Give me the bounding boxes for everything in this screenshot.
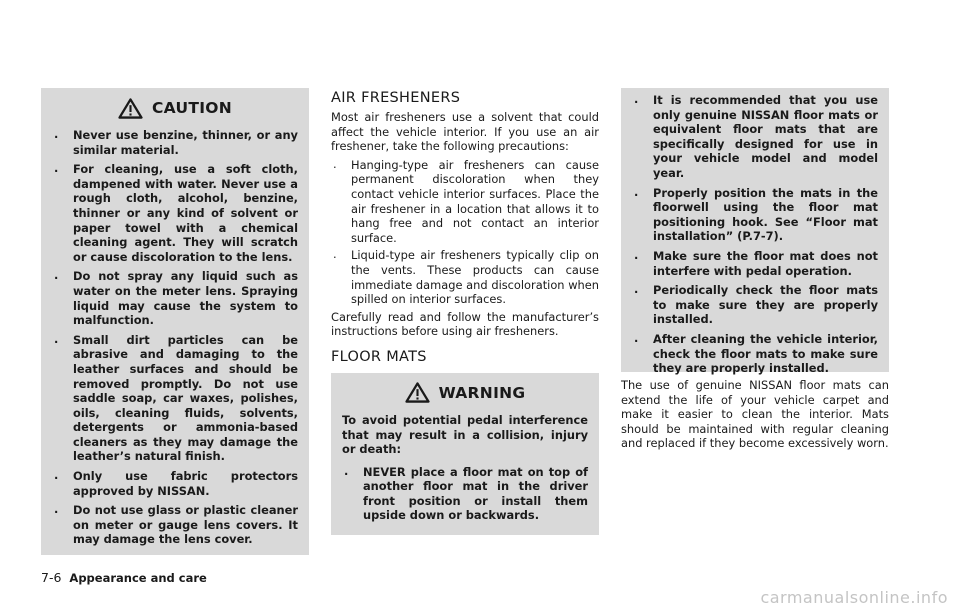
caution-title: CAUTION — [151, 99, 233, 117]
list-item: . NEVER place a floor mat on top of another floor mat in the driver front position or install them upside down or backwards. — [342, 465, 588, 523]
warning-intro: To avoid potential pedal interference that may result in a collision, injury or death: — [342, 412, 588, 457]
list-item: . Hanging-type air fresheners can cause permanent discoloration when they contact vehicle interior surfaces. Place the air freshener in a location that allows it to hang free and not contact an interior surface. — [331, 158, 599, 246]
air-fresheners-heading: AIR FRESHENERS — [331, 90, 461, 106]
list-item: . Liquid-type air fresheners typically clip on the vents. These products can cause immediate damage and discoloration when spilled on interior surfaces. — [331, 248, 599, 306]
floor-mats-paragraph: The use of genuine NISSAN floor mats can extend the life of your vehicle carpet and make it easier to clean the interior. Mats should be maintained with regular cleaning and replaced if they become excessively worn. — [621, 378, 889, 451]
column-middle — [331, 88, 599, 535]
caution-list — [52, 128, 298, 547]
warning-triangle-icon — [118, 98, 143, 119]
floor-mat-caution-box — [621, 88, 889, 376]
warning-header — [342, 373, 588, 413]
list-item: . Properly position the mats in the floorwell using the floor mat positioning hook. See “Floor mat installation” (P.7-7). — [632, 186, 878, 244]
column-right — [621, 88, 889, 455]
air-fresheners-outro: Carefully read and follow the manufacturer’s instructions before using air fresheners. — [331, 309, 599, 339]
warning-list — [342, 465, 588, 523]
section-title: Appearance and care — [69, 571, 207, 585]
watermark: carmanualsonline.info — [760, 588, 948, 607]
list-item: . Small dirt particles can be abrasive and damaging to the leather surfaces and should be removed promptly. Do not use saddle soap, car waxes, polishes, oils, cleaning fluids, solvents, detergents or ammonia-based cleaners as they may damage the leather’s natural finish. — [52, 333, 298, 464]
page-number: 7-6 — [41, 570, 62, 585]
list-item: . Only use fabric protectors approved by NISSAN. — [52, 469, 298, 498]
list-item: . It is recommended that you use only genuine NISSAN floor mats or equivalent floor mats that are specifically designed for use in your vehicle model and model year. — [632, 93, 878, 181]
warning-box — [331, 373, 599, 535]
air-fresheners-intro: Most air fresheners use a solvent that could affect the vehicle interior. If you use an air freshener, take the following precautions: — [331, 110, 599, 154]
caution-header — [52, 88, 298, 128]
warning-triangle-icon — [405, 382, 430, 403]
floor-mats-heading: FLOOR MATS — [331, 348, 427, 365]
list-item: . After cleaning the vehicle interior, check the floor mats to make sure they are properly installed. — [632, 332, 878, 376]
air-fresheners-list — [331, 158, 599, 307]
list-item: . Do not use glass or plastic cleaner on meter or gauge lens covers. It may damage the lens cover. — [52, 503, 298, 547]
floor-mat-list — [632, 88, 878, 376]
list-item: . For cleaning, use a soft cloth, dampened with water. Never use a rough cloth, alcohol, benzine, thinner or any kind of solvent or paper towel with a chemical cleaning agent. They will scratch or cause discoloration to the lens. — [52, 162, 298, 264]
list-item: . Never use benzine, thinner, or any similar material. — [52, 128, 298, 157]
column-left — [41, 88, 309, 555]
page-footer — [41, 570, 207, 585]
warning-title: WARNING — [438, 383, 526, 402]
caution-box — [41, 88, 309, 555]
list-item: . Do not spray any liquid such as water on the meter lens. Spraying liquid may cause the system to malfunction. — [52, 269, 298, 327]
list-item: . Periodically check the floor mats to make sure they are properly installed. — [632, 283, 878, 327]
list-item: . Make sure the floor mat does not interfere with pedal operation. — [632, 249, 878, 278]
